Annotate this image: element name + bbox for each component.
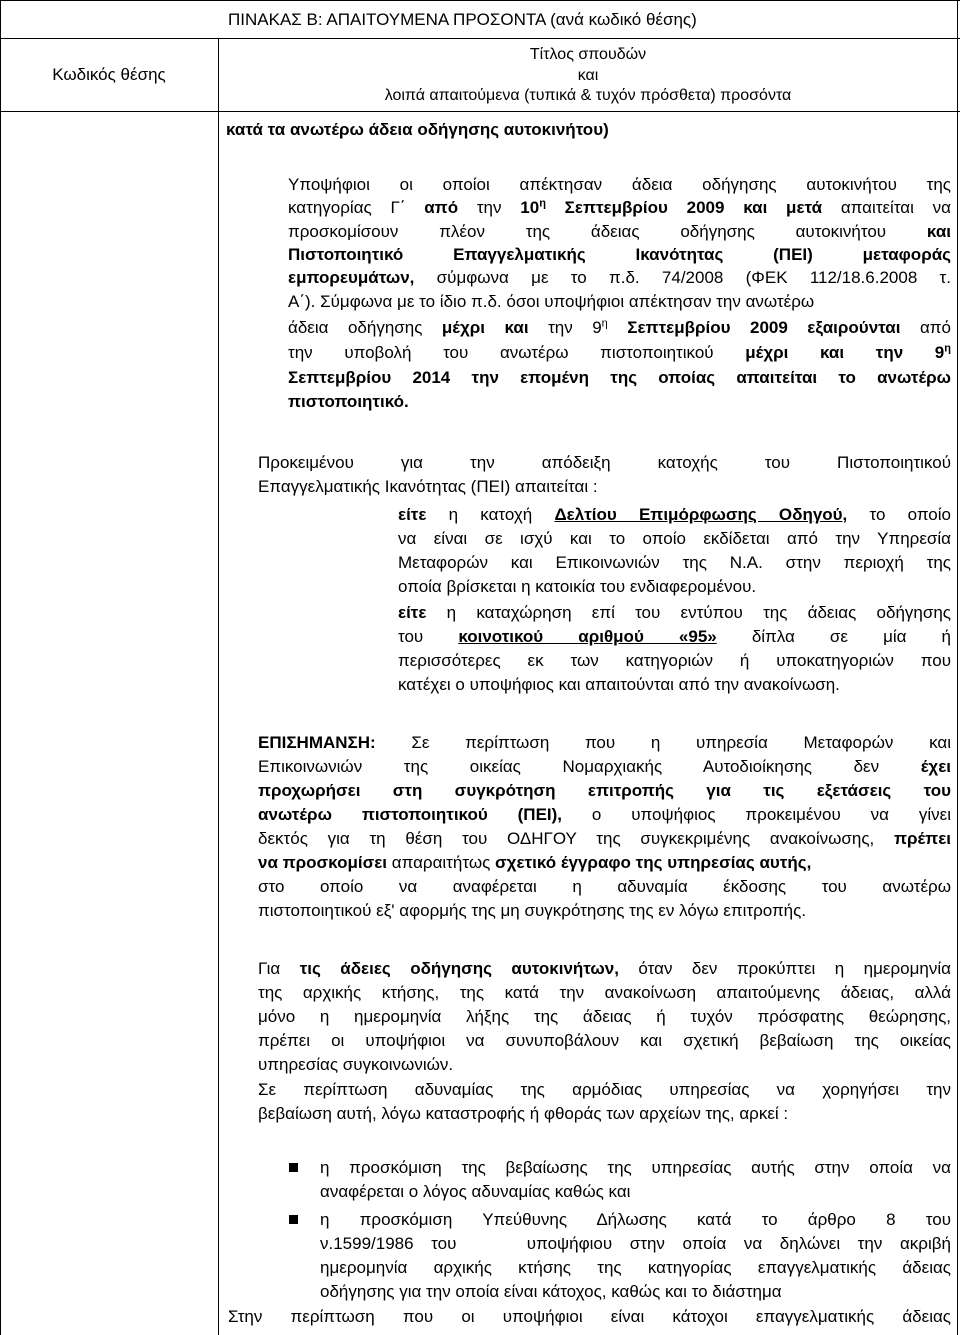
p3-line: Επικοινωνιών της οικείας Νομαρχιακής Αυτοδιοίκησης δεν έχει bbox=[258, 757, 951, 776]
column-header-title-line1: Τίτλος σπουδών bbox=[529, 46, 647, 63]
p3-line: ανωτέρω πιστοποιητικού (ΠΕΙ), ο υποψήφιος προκειμένου να γίνει bbox=[258, 805, 951, 824]
last-line: Στην περίπτωση που οι υποψήφιοι είναι κάτοχοι επαγγελματικής άδειας bbox=[228, 1307, 951, 1326]
p3-line: ΕΠΙΣΗΜΑΝΣΗ: Σε περίπτωση που η υπηρεσία Μεταφορών και bbox=[258, 733, 951, 752]
p1-line: την υποβολή του ανωτέρω πιστοποιητικού μέχρι και την $9^\eta$ bbox=[288, 342, 951, 362]
p1-line: κατηγορίας Γ΄ από την $10^\eta$ Σεπτεμβρίου 2009 και μετά απαιτείται να bbox=[288, 197, 951, 217]
p2-option-b-line: περισσότερες εκ των κατηγοριών ή υποκατηγοριών που bbox=[398, 651, 951, 670]
p4-line: μόνο η ημερομηνία λήξης της άδειας ή τυχόν πρόσφατης θεώρησης, bbox=[258, 1007, 951, 1026]
bullet-icon bbox=[289, 1163, 298, 1172]
p4-line: υπηρεσίας συγκοινωνιών. bbox=[258, 1055, 454, 1074]
list-item-line: η προσκόμιση Υπεύθυνης Δήλωσης κατά το άρθρο 8 του bbox=[320, 1210, 951, 1229]
p4-line: της αρχικής κτήσης, της κατά την ανακοίνωση απαιτούμενης άδειας, αλλά bbox=[258, 983, 951, 1002]
table-left-border bbox=[0, 0, 1, 1335]
bullet-icon bbox=[289, 1215, 298, 1224]
continuation-text: κατά τα ανωτέρω άδεια οδήγησης αυτοκινήτου) bbox=[226, 120, 609, 139]
p2-option-b-line: είτε η καταχώρηση επί του εντύπου της άδειας οδήγησης bbox=[398, 603, 951, 622]
p2-option-a-line: οποία βρίσκεται η κατοικία του ενδιαφερομένου. bbox=[398, 577, 757, 596]
p1-line: προσκομίσουν πλέον της άδειας οδήγησης αυτοκινήτου και bbox=[288, 222, 951, 241]
p1-line: Πιστοποιητικό Επαγγελματικής Ικανότητας (ΠΕΙ) μεταφοράς bbox=[288, 245, 951, 264]
p1-line: Α΄). Σύμφωνα με το ίδιο π.δ. όσοι υποψήφιοι απέκτησαν την ανωτέρω bbox=[288, 292, 815, 311]
table-top-border bbox=[0, 0, 960, 1]
p4-line: Για τις άδειες οδήγησης αυτοκινήτων, όταν δεν προκύπτει η ημερομηνία bbox=[258, 959, 951, 978]
column-divider bbox=[218, 38, 219, 1335]
table-title: ΠΙΝΑΚΑΣ Β: ΑΠΑΙΤΟΥΜΕΝΑ ΠΡΟΣΟΝΤΑ (ανά κωδικό θέσης) bbox=[228, 10, 697, 29]
p1-line: εμπορευμάτων, σύμφωνα με το π.δ. 74/2008 (ΦΕΚ 112/18.6.2008 τ. bbox=[288, 268, 951, 287]
p1-line: πιστοποιητικό. bbox=[288, 392, 409, 411]
p3-line: προχωρήσει στη συγκρότηση επιτροπής για τις εξετάσεις του bbox=[258, 781, 951, 800]
p2-option-b-line: κατέχει ο υποψήφιος και απαιτούνται από την ανακοίνωση. bbox=[398, 675, 840, 694]
p2-line: Επαγγελματικής Ικανότητας (ΠΕΙ) απαιτείται : bbox=[258, 477, 598, 496]
list-item-line: οδήγησης για την οποία είναι κάτοχος, καθώς και το διάστημα bbox=[320, 1282, 782, 1301]
title-row-border bbox=[0, 38, 960, 39]
p1-line: Υποψήφιοι οι οποίοι απέκτησαν άδεια οδήγησης αυτοκινήτου της bbox=[288, 175, 951, 194]
list-item-line: ν.1599/1986 του υποψήφιου στην οποία να δηλώνει την ακριβή bbox=[320, 1234, 951, 1253]
list-item-line: η προσκόμιση της βεβαίωσης της υπηρεσίας αυτής στην οποία να bbox=[320, 1158, 951, 1177]
p2-line: Προκειμένου για την απόδειξη κατοχής του Πιστοποιητικού bbox=[258, 453, 951, 472]
column-header-code: Κωδικός θέσης bbox=[52, 65, 166, 84]
p4-line: πρέπει οι υποψήφιοι να συνυποβάλουν και σχετική βεβαίωση της οικείας bbox=[258, 1031, 951, 1050]
p1-line: Σεπτεμβρίου 2014 την επομένη της οποίας απαιτείται το ανωτέρω bbox=[288, 368, 951, 387]
header-row-border bbox=[0, 111, 960, 112]
p3-line: να προσκομίσει απαραιτήτως σχετικό έγγραφο της υπηρεσίας αυτής, bbox=[258, 853, 812, 872]
p4-line: βεβαίωση αυτή, λόγω καταστροφής ή φθοράς των αρχείων της, αρκεί : bbox=[258, 1104, 789, 1123]
column-header-title-line3: λοιπά απαιτούμενα (τυπικά & τυχόν πρόσθετα) προσόντα bbox=[384, 87, 792, 104]
p2-option-a-line: Μεταφορών και Επικοινωνιών της Ν.Α. στην περιοχή της bbox=[398, 553, 951, 572]
p3-line: δεκτός για τη θέση του ΟΔΗΓΟΥ της συγκεκριμένης ανακοίνωσης, πρέπει bbox=[258, 829, 951, 848]
p2-option-b-line: του κοινοτικού αριθμού «95» δίπλα σε μία ή bbox=[398, 627, 951, 646]
column-header-title-line2: και bbox=[577, 67, 599, 84]
list-item-line: αναφέρεται ο λόγος αδυναμίας καθώς και bbox=[320, 1182, 631, 1201]
p2-option-a-line: να είναι σε ισχύ και το οποίο εκδίδεται από την Υπηρεσία bbox=[398, 529, 951, 548]
table-right-border bbox=[957, 0, 958, 1335]
p4-line: Σε περίπτωση αδυναμίας της αρμόδιας υπηρεσίας να χορηγήσει την bbox=[258, 1080, 951, 1099]
p1-line: άδεια οδήγησης μέχρι και την $9^\eta$ Σεπτεμβρίου 2009 εξαιρούνται από bbox=[288, 317, 951, 337]
list-item-line: ημερομηνία αρχικής κτήσης της κατηγορίας επαγγελματικής άδειας bbox=[320, 1258, 951, 1277]
p3-line: πιστοποιητικού εξ' αφορμής της μη συγκρότησης της εν λόγω επιτροπής. bbox=[258, 901, 807, 920]
p3-line: στο οποίο να αναφέρεται η αδυναμία έκδοσης του ανωτέρω bbox=[258, 877, 951, 896]
p2-option-a-line: είτε η κατοχή Δελτίου Επιμόρφωσης Οδηγού, το οποίο bbox=[398, 505, 951, 524]
